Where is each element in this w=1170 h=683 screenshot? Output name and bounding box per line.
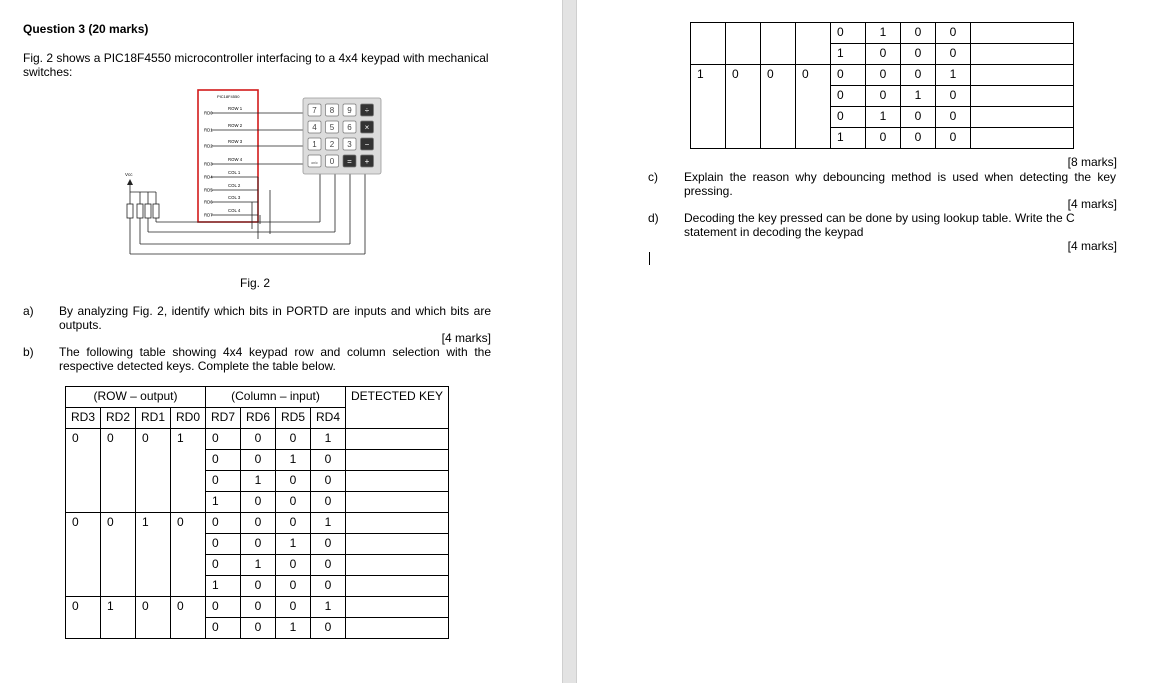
row-bit-cell: 0: [66, 597, 101, 639]
question-a-label: a): [23, 304, 34, 318]
col-bit-cell: 0: [866, 86, 901, 107]
left-page: [0, 0, 562, 683]
col-bit-cell: 1: [831, 128, 866, 149]
col-bit-cell: 0: [901, 107, 936, 128]
col-bit-cell: 0: [276, 429, 311, 450]
col-bit-cell: 0: [276, 513, 311, 534]
pin-label-rd5: RD5: [204, 187, 213, 193]
intro-text: Fig. 2 shows a PIC18F4550 microcontroller interfacing to a 4x4 keypad with mechanical switches:: [23, 51, 489, 79]
col-bit-cell: 0: [241, 450, 276, 471]
detected-key-cell: [346, 492, 449, 513]
detected-key-cell: [971, 128, 1074, 149]
col-bit-cell: 1: [311, 513, 346, 534]
right-page: [577, 0, 1170, 683]
question-a-marks: [4 marks]: [441, 331, 491, 345]
table-row: [691, 65, 1074, 86]
col-bit-cell: 0: [241, 576, 276, 597]
detected-key-cell: [971, 65, 1074, 86]
group-header-column: (Column – input): [206, 387, 346, 408]
pin-label-rd0: RD0: [204, 110, 213, 116]
col-bit-cell: 1: [206, 576, 241, 597]
question-c-marks: [4 marks]: [1067, 197, 1117, 211]
col-header-rd1: RD1: [136, 408, 171, 429]
vcc-label: Vcc: [125, 172, 133, 177]
keypad-key-label-6: 6: [347, 123, 352, 132]
row-bit-cell: 1: [101, 597, 136, 639]
keypad-table-continued: [690, 22, 1074, 149]
group-header-detected-key: DETECTED KEY: [346, 387, 449, 429]
col-bit-cell: 0: [901, 128, 936, 149]
col-bit-cell: 0: [206, 618, 241, 639]
row-label-4: ROW 4: [228, 157, 243, 162]
col-label-4: COL 4: [228, 208, 241, 213]
question-d-marks: [4 marks]: [1067, 239, 1117, 253]
col-bit-cell: 0: [901, 23, 936, 44]
row-bit-cell: 0: [66, 429, 101, 513]
page-gutter: [562, 0, 577, 683]
detected-key-cell: [346, 450, 449, 471]
col-bit-cell: 0: [831, 86, 866, 107]
col-bit-cell: 0: [276, 576, 311, 597]
col-bit-cell: 0: [311, 555, 346, 576]
question-b-marks: [8 marks]: [1067, 155, 1117, 169]
detected-key-cell: [346, 576, 449, 597]
keypad-key-label-1: 8: [329, 106, 335, 115]
col-bit-cell: 1: [241, 471, 276, 492]
keypad-circuit-figure: [120, 84, 390, 260]
pin-label-rd3: RD3: [204, 161, 213, 167]
keypad-key-label-5: 5: [329, 123, 335, 132]
row-bit-cell-empty: [726, 23, 761, 65]
row-bit-cell: 1: [691, 65, 726, 149]
col-bit-cell: 1: [901, 86, 936, 107]
col-label-1: COL 1: [228, 170, 241, 175]
col-header-rd3: RD3: [66, 408, 101, 429]
col-bit-cell: 1: [276, 618, 311, 639]
vcc-arrow-icon: [127, 179, 133, 185]
keypad-key-label-7: ×: [364, 123, 370, 132]
detected-key-cell: [971, 86, 1074, 107]
keypad-key-label-4: 4: [312, 123, 317, 132]
col-bit-cell: 0: [241, 597, 276, 618]
col-bit-cell: 0: [901, 44, 936, 65]
col-header-rd5: RD5: [276, 408, 311, 429]
table-row: [66, 513, 449, 534]
text-cursor[interactable]: [649, 252, 650, 265]
row-bit-cell: 0: [66, 513, 101, 597]
group-header-row: (ROW – output): [66, 387, 206, 408]
col-bit-cell: 0: [241, 618, 276, 639]
col-bit-cell: 1: [311, 429, 346, 450]
col-bit-cell: 0: [311, 492, 346, 513]
col-bit-cell: 0: [866, 65, 901, 86]
col-bit-cell: 1: [936, 65, 971, 86]
row-bit-cell: 0: [101, 429, 136, 513]
detected-key-cell: [346, 534, 449, 555]
col-bit-cell: 0: [866, 44, 901, 65]
keypad-key-label-0: 7: [312, 106, 317, 115]
row-bit-cell: 0: [171, 597, 206, 639]
col-bit-cell: 0: [206, 534, 241, 555]
row-bit-cell-empty: [796, 23, 831, 65]
col-bit-cell: 0: [206, 555, 241, 576]
question-heading: Question 3 (20 marks): [23, 22, 149, 36]
col-bit-cell: 0: [936, 44, 971, 65]
question-c-label: c): [648, 170, 658, 184]
figure-caption: Fig. 2: [240, 276, 271, 290]
col-bit-cell: 0: [241, 429, 276, 450]
row-label-2: ROW 2: [228, 123, 243, 128]
pin-label-rd4: RD4: [204, 174, 213, 180]
col-bit-cell: 1: [276, 534, 311, 555]
col-bit-cell: 0: [901, 65, 936, 86]
detected-key-cell: [346, 555, 449, 576]
keypad-key-label-14: =: [347, 157, 352, 166]
col-header-rd4: RD4: [311, 408, 346, 429]
col-bit-cell: 0: [936, 23, 971, 44]
row-label-1: ROW 1: [228, 106, 243, 111]
question-a-text: By analyzing Fig. 2, identify which bits in PORTD are inputs and which bits are outputs.: [59, 304, 491, 332]
detected-key-cell: [971, 44, 1074, 65]
col-bit-cell: 0: [936, 86, 971, 107]
question-b-label: b): [23, 345, 34, 359]
chip-label: PIC18F4550: [217, 94, 240, 99]
table-row: [66, 429, 449, 450]
row-bit-cell: 0: [761, 65, 796, 149]
row-bit-cell: 0: [796, 65, 831, 149]
keypad-key-label-13: 0: [329, 157, 335, 166]
col-label-3: COL 3: [228, 195, 241, 200]
col-bit-cell: 0: [831, 23, 866, 44]
col-bit-cell: 1: [241, 555, 276, 576]
col-bit-cell: 0: [311, 471, 346, 492]
col-bit-cell: 0: [311, 450, 346, 471]
col-bit-cell: 0: [311, 618, 346, 639]
row-bit-cell: 0: [136, 597, 171, 639]
col-bit-cell: 1: [866, 23, 901, 44]
col-bit-cell: 0: [206, 429, 241, 450]
col-bit-cell: 0: [311, 576, 346, 597]
col-bit-cell: 0: [241, 534, 276, 555]
col-bit-cell: 0: [276, 471, 311, 492]
keypad-key-label-11: −: [364, 140, 370, 149]
question-d-text: Decoding the key pressed can be done by using lookup table. Write the C statement in decoding the keypad: [684, 211, 1075, 239]
question-d-label: d): [648, 211, 659, 225]
pin-label-rd7: RD7: [204, 212, 213, 218]
keypad-key-label-12: on/c: [311, 161, 318, 165]
col-header-rd6: RD6: [241, 408, 276, 429]
row-bit-cell: 0: [101, 513, 136, 597]
keypad-key-label-9: 2: [329, 140, 335, 149]
row-bit-cell: 1: [171, 429, 206, 513]
keypad-table: [65, 386, 449, 639]
col-bit-cell: 0: [831, 65, 866, 86]
col-bit-cell: 0: [206, 513, 241, 534]
detected-key-cell: [971, 107, 1074, 128]
col-bit-cell: 1: [866, 107, 901, 128]
col-header-rd0: RD0: [171, 408, 206, 429]
col-header-rd7: RD7: [206, 408, 241, 429]
col-bit-cell: 1: [831, 44, 866, 65]
detected-key-cell: [346, 513, 449, 534]
keypad-key-label-10: 3: [347, 140, 352, 149]
row-bit-cell-empty: [761, 23, 796, 65]
row-label-3: ROW 3: [228, 139, 243, 144]
row-bit-cell: 0: [136, 429, 171, 513]
pin-label-rd1: RD1: [204, 127, 213, 133]
keypad-key-label-8: 1: [312, 140, 317, 149]
col-bit-cell: 0: [276, 597, 311, 618]
question-b-text: The following table showing 4x4 keypad row and column selection with the respective detected keys. Complete the table below.: [59, 345, 491, 373]
col-bit-cell: 1: [311, 597, 346, 618]
col-bit-cell: 0: [241, 492, 276, 513]
col-bit-cell: 0: [936, 128, 971, 149]
detected-key-cell: [346, 429, 449, 450]
col-bit-cell: 0: [311, 534, 346, 555]
question-c-text: Explain the reason why debouncing method is used when detecting the key pressing.: [684, 170, 1116, 198]
row-bit-cell: 1: [136, 513, 171, 597]
col-bit-cell: 0: [206, 597, 241, 618]
col-bit-cell: 0: [206, 450, 241, 471]
row-bit-cell: 0: [726, 65, 761, 149]
detected-key-cell: [346, 597, 449, 618]
col-bit-cell: 0: [866, 128, 901, 149]
col-bit-cell: 0: [276, 492, 311, 513]
col-bit-cell: 0: [241, 513, 276, 534]
detected-key-cell: [971, 23, 1074, 44]
keypad-key-label-3: ÷: [364, 106, 370, 115]
table-row: [691, 23, 1074, 44]
keypad-key-label-15: +: [364, 157, 370, 166]
detected-key-cell: [346, 618, 449, 639]
col-bit-cell: 1: [206, 492, 241, 513]
col-bit-cell: 0: [831, 107, 866, 128]
detected-key-cell: [346, 471, 449, 492]
row-bit-cell: 0: [171, 513, 206, 597]
table-row: [66, 597, 449, 618]
pin-label-rd6: RD6: [204, 199, 213, 205]
keypad-key-label-2: 9: [347, 106, 352, 115]
col-bit-cell: 0: [936, 107, 971, 128]
col-label-2: COL 2: [228, 183, 241, 188]
col-bit-cell: 0: [206, 471, 241, 492]
col-bit-cell: 1: [276, 450, 311, 471]
pin-label-rd2: RD2: [204, 143, 213, 149]
row-bit-cell-empty: [691, 23, 726, 65]
col-bit-cell: 0: [276, 555, 311, 576]
col-header-rd2: RD2: [101, 408, 136, 429]
